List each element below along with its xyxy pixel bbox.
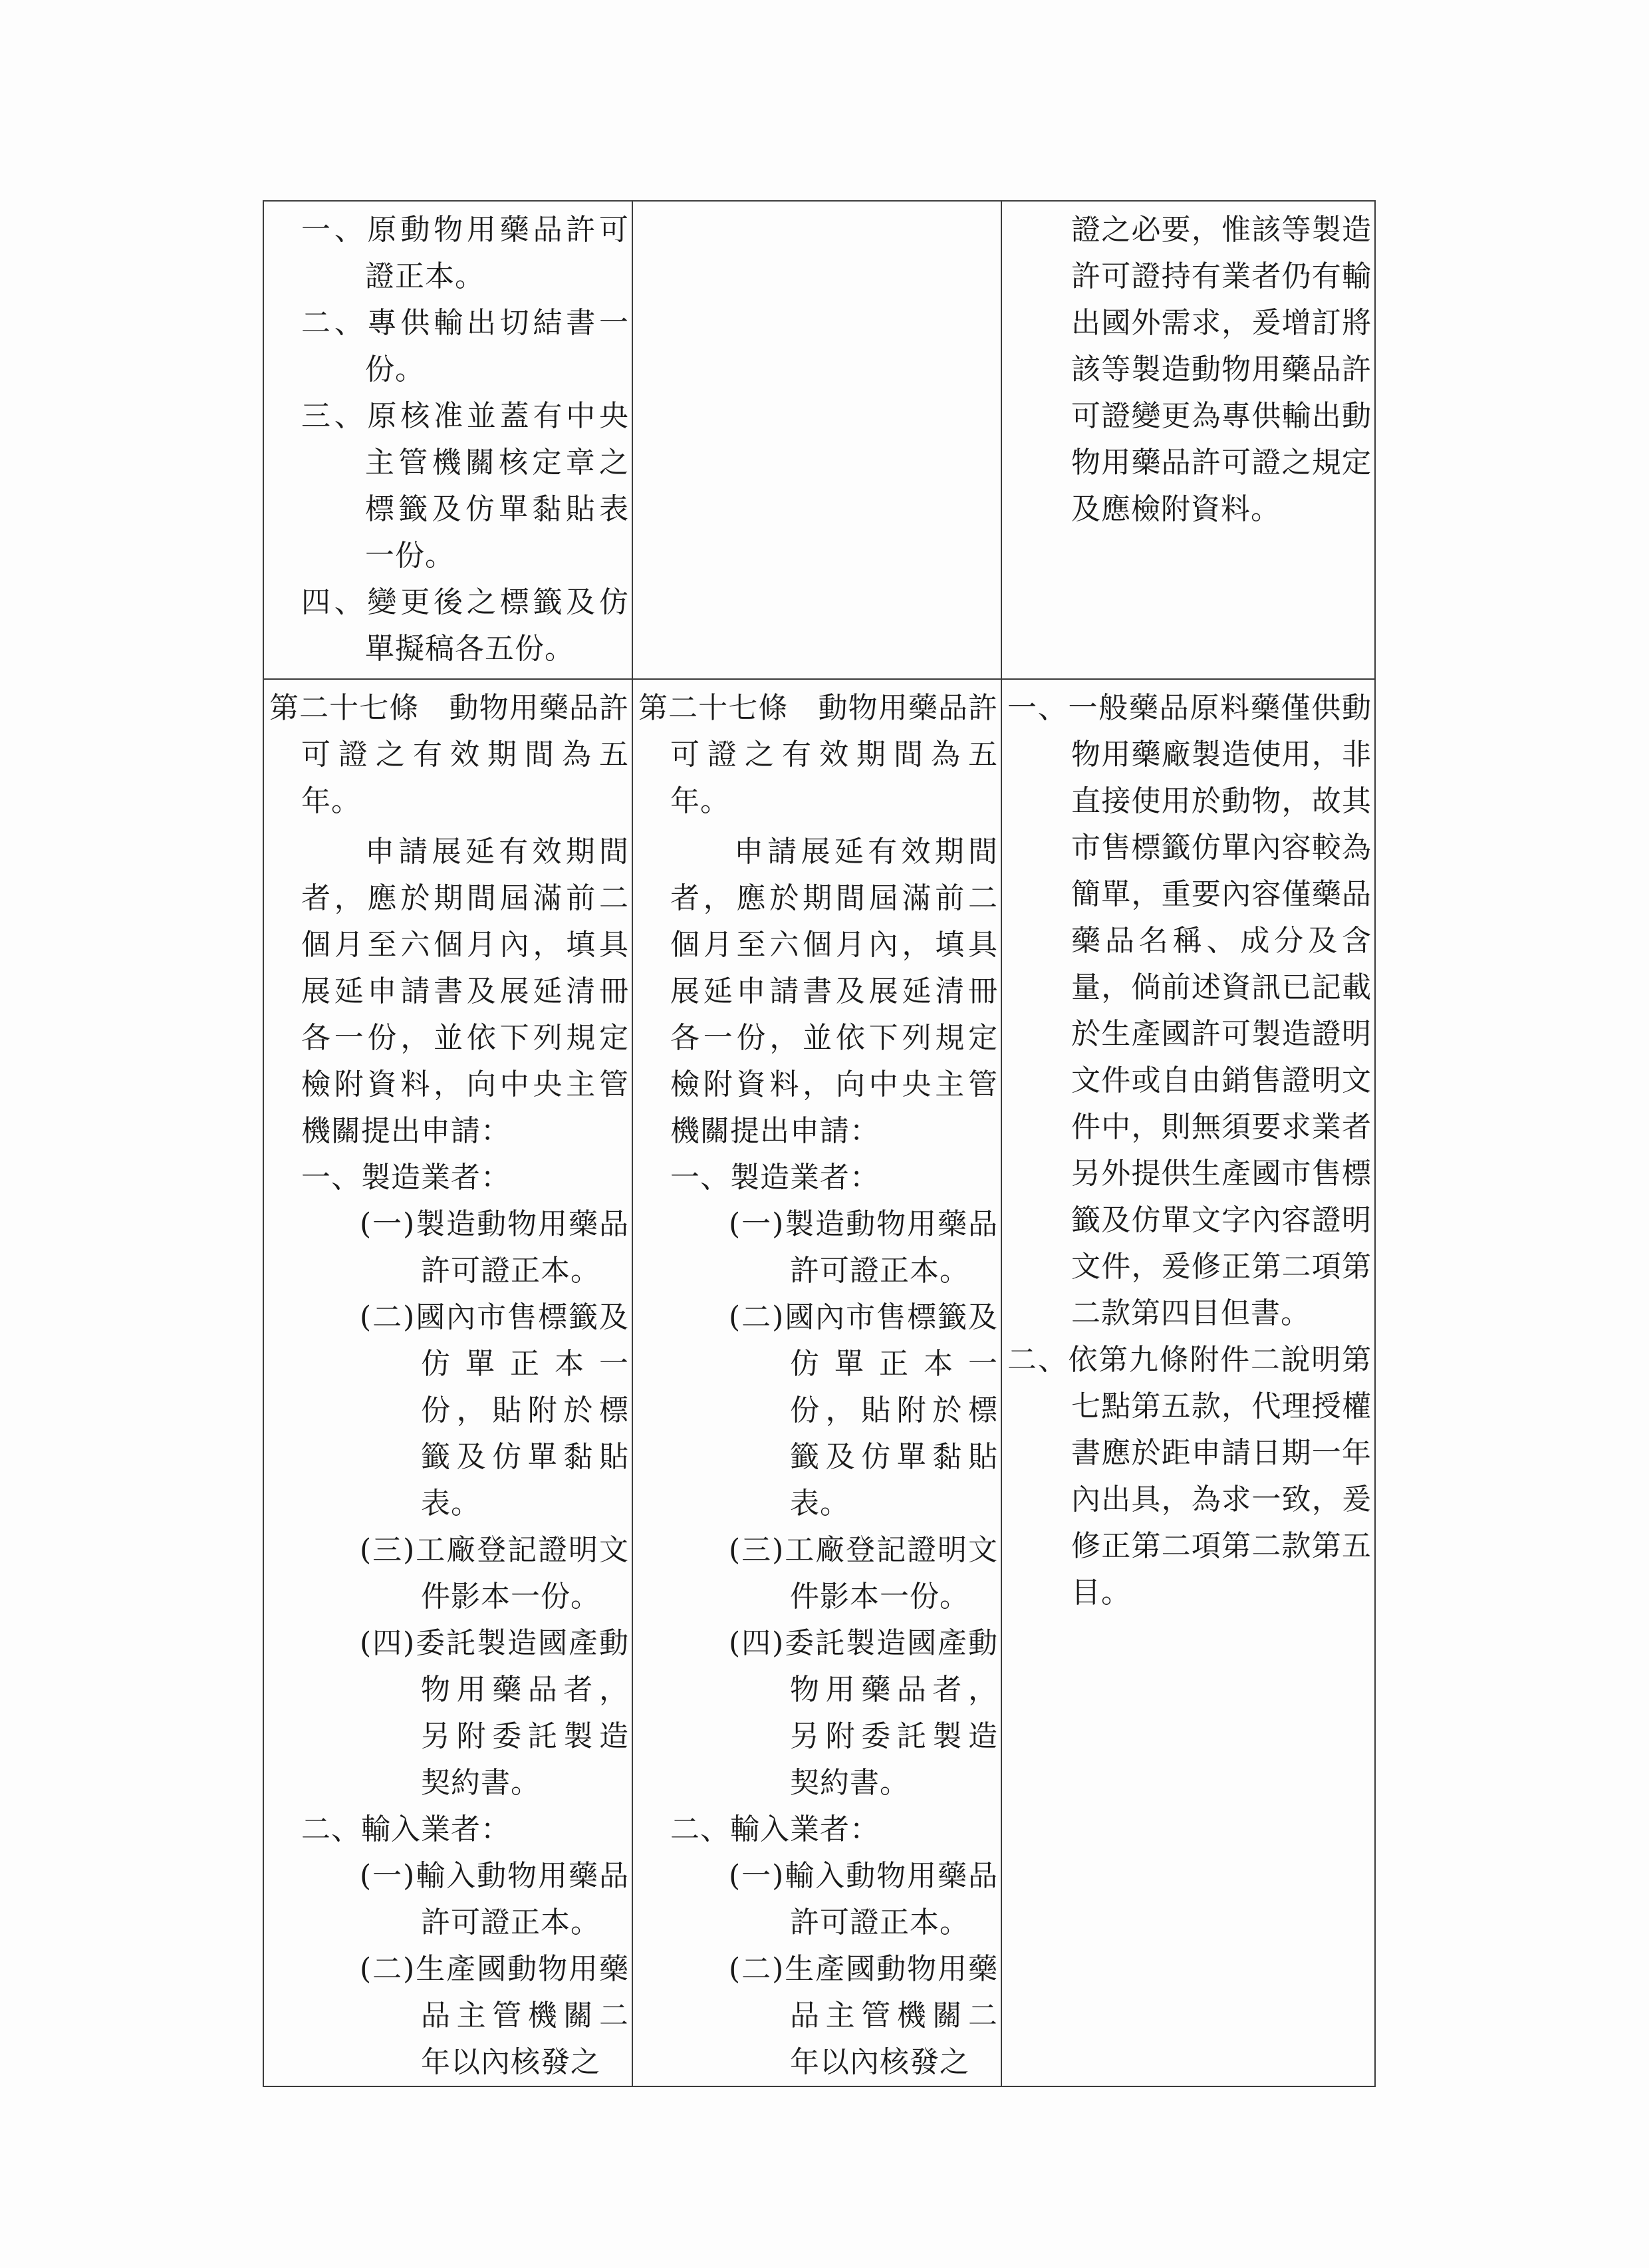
- sub-item: (一)輸入動物用藥品許可證正本。: [729, 1859, 998, 1939]
- table-row: [263, 201, 1375, 679]
- article-paragraph: 申請展延有效期間者，應於期間屆滿前二個月至六個月內，填具展延申請書及展延清冊各一份，並依下列規定檢附資料，向中央主管機關提出申請：: [301, 835, 629, 1148]
- explanation-cell: [1001, 201, 1375, 679]
- sub-item: (四)委託製造國產動物用藥品者，另附委託製造契約書。: [729, 1626, 998, 1800]
- sub-item: (二)生產國動物用藥品主管機關二年以內核發之: [729, 1952, 998, 2079]
- list-item: 一、製造業者：: [301, 1161, 511, 1195]
- sub-item: (三)工廠登記證明文件影本一份。: [360, 1533, 629, 1614]
- sub-item: (四)委託製造國產動物用藥品者，另附委託製造契約書。: [360, 1626, 629, 1800]
- comparison-table: [263, 200, 1376, 2087]
- sub-item: (一)製造動物用藥品許可證正本。: [360, 1207, 629, 1288]
- explanation-item: 一、一般藥品原料藥僅供動物用藥廠製造使用，非直接使用於動物，故其市售標籤仿單內容較為簡單，重要內容僅藥品藥品名稱、成分及含量，倘前述資訊已記載於生產國許可製造證明文件或自由銷售證明文件中，則無須要求業者另外提供生產國市售標籤及仿單文字內容證明文件，爰修正第二項第二款第四目但書。: [1007, 691, 1372, 1330]
- current-provision-cell: [632, 679, 1001, 2086]
- sub-item: (二)生產國動物用藥品主管機關二年以內核發之: [360, 1952, 629, 2079]
- sub-item: (一)輸入動物用藥品許可證正本。: [360, 1859, 629, 1939]
- amended-provision-cell: [263, 679, 632, 2086]
- list-item: 一、製造業者：: [670, 1161, 880, 1195]
- list-item: 一、原動物用藥品許可證正本。: [301, 213, 629, 293]
- article-heading: 第二十七條 動物用藥品許可證之有效期間為五年。: [269, 691, 629, 818]
- table-row: [263, 679, 1375, 2086]
- list-item: 二、專供輸出切結書一份。: [301, 306, 629, 386]
- amended-provision-cell: [263, 201, 632, 679]
- explanation-item: 二、依第九條附件二說明第七點第五款，代理授權書應於距申請日期一年內出具，為求一致，爰修正第二項第二款第五目。: [1007, 1343, 1372, 1610]
- sub-item: (三)工廠登記證明文件影本一份。: [729, 1533, 998, 1614]
- explanation-text: 證之必要，惟該等製造許可證持有業者仍有輸出國外需求，爰增訂將該等製造動物用藥品許可證變更為專供輸出動物用藥品許可證之規定及應檢附資料。: [1071, 213, 1372, 526]
- current-provision-cell: [632, 201, 1001, 679]
- list-item: 二、輸入業者：: [670, 1812, 880, 1846]
- sub-item: (二)國內市售標籤及仿單正本一份，貼附於標籤及仿單黏貼表。: [729, 1300, 998, 1520]
- list-item: 三、原核准並蓋有中央主管機關核定章之標籤及仿單黏貼表一份。: [301, 399, 629, 573]
- article-heading: 第二十七條 動物用藥品許可證之有效期間為五年。: [638, 691, 998, 818]
- explanation-cell: [1001, 679, 1375, 2086]
- list-item: 四、變更後之標籤及仿單擬稿各五份。: [301, 585, 629, 666]
- article-paragraph: 申請展延有效期間者，應於期間屆滿前二個月至六個月內，填具展延申請書及展延清冊各一份，並依下列規定檢附資料，向中央主管機關提出申請：: [670, 835, 998, 1148]
- list-item: 二、輸入業者：: [301, 1812, 511, 1846]
- sub-item: (二)國內市售標籤及仿單正本一份，貼附於標籤及仿單黏貼表。: [360, 1300, 629, 1520]
- sub-item: (一)製造動物用藥品許可證正本。: [729, 1207, 998, 1288]
